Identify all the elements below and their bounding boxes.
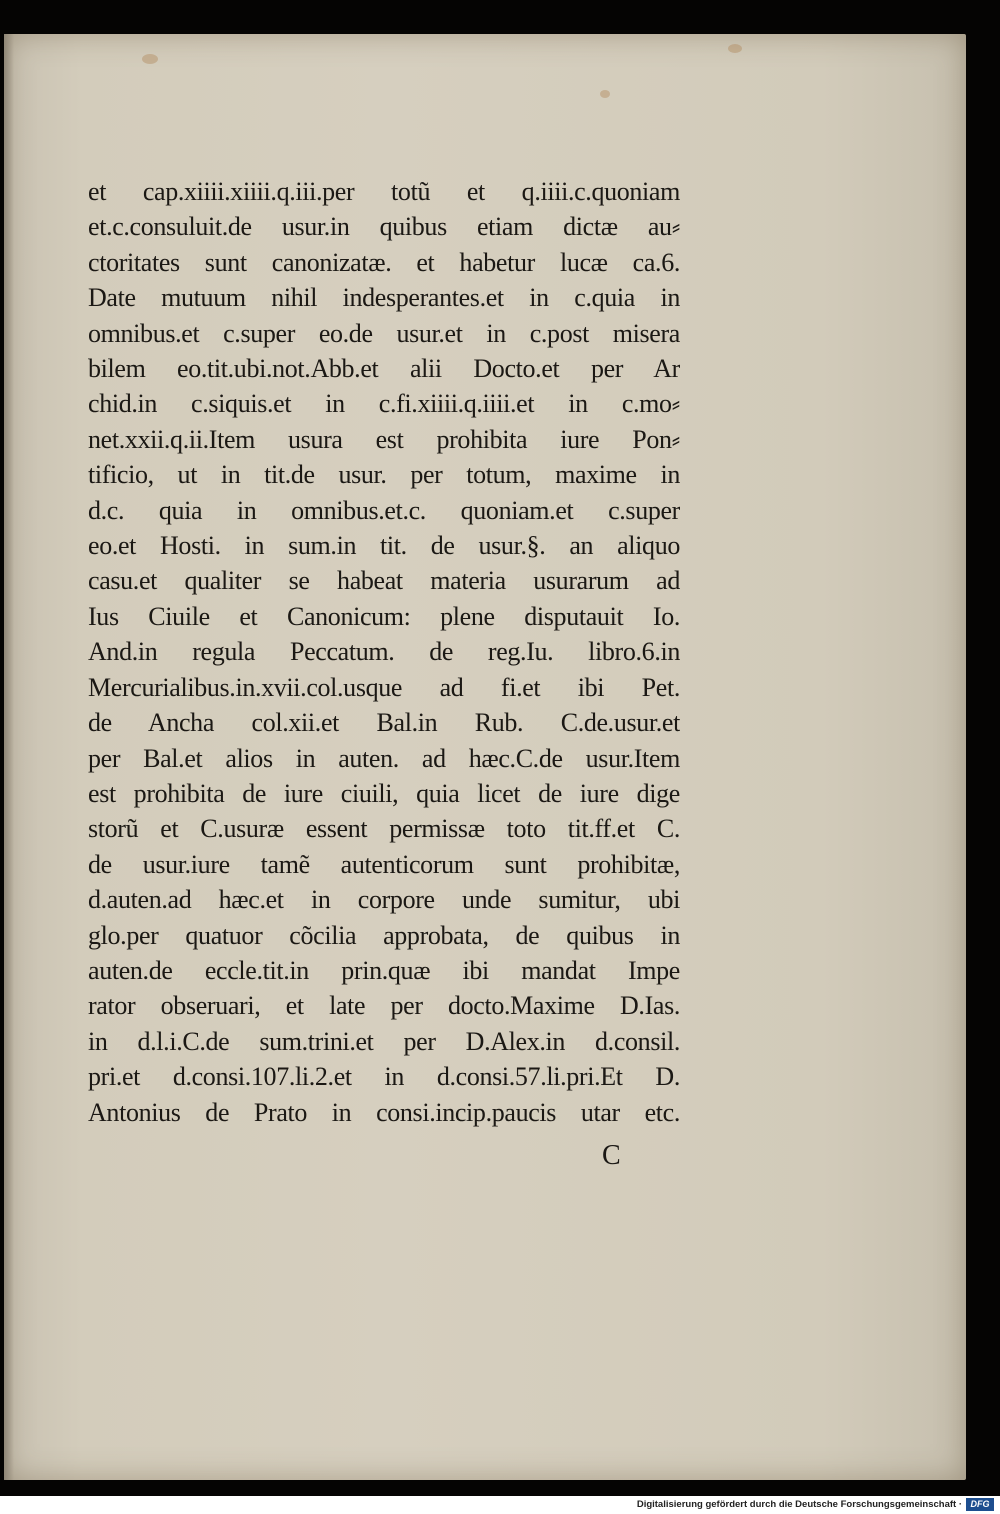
text-line: Date mutuum nihil indesperantes.et in c.quia in [88, 283, 680, 313]
text-line: And.in regula Peccatum. de reg.Iu. libro.6.in [88, 637, 680, 667]
paper-stain [728, 44, 742, 53]
text-line: Antonius de Prato in consi.incip.paucis utar etc. [88, 1097, 680, 1127]
text-line: rator obseruari, et late per docto.Maxime D.Ias. [88, 991, 680, 1021]
text-line: et cap.xiiii.xiiii.q.iii.per totũ et q.iiii.c.quoniam [88, 177, 680, 206]
paper-stain [600, 90, 610, 98]
text-line: pri.et d.consi.107.li.2.et in d.consi.57.li.pri.Et D. [88, 1062, 680, 1092]
text-line: in d.l.i.C.de sum.trini.et per D.Alex.in d.consil. [88, 1026, 680, 1056]
text-line: eo.et Hosti. in sum.in tit. de usur.§. an aliquo [88, 531, 680, 561]
dfg-logo: DFG [966, 1498, 994, 1511]
text-line: casu.et qualiter se habeat materia usurarum ad [88, 566, 680, 596]
text-line: d.auten.ad hæc.et in corpore unde sumitur, ubi [88, 885, 680, 915]
paper-stain [142, 54, 158, 64]
text-line: tificio, ut in tit.de usur. per totum, maxime in [88, 460, 680, 490]
text-line: de usur.iure tamẽ autenticorum sunt prohibitæ, [88, 849, 680, 879]
text-line: net.xxii.q.ii.Item usura est prohibita iure Pon⸗ [88, 424, 680, 454]
text-line: Ius Ciuile et Canonicum: plene disputauit Io. [88, 601, 680, 631]
text-line: storũ et C.usuræ essent permissæ toto tit.ff.et C. [88, 814, 680, 844]
text-line: auten.de eccle.tit.in prin.quæ ibi mandat Impe [88, 955, 680, 985]
text-line: chid.in c.siquis.et in c.fi.xiiii.q.iiii.et in c.mo⸗ [88, 389, 680, 419]
text-line: per Bal.et alios in auten. ad hæc.C.de usur.Item [88, 743, 680, 773]
text-line: d.c. quia in omnibus.et.c. quoniam.et c.super [88, 495, 680, 525]
book-page [4, 34, 966, 1480]
text-line: de Ancha col.xii.et Bal.in Rub. C.de.usur.et [88, 708, 680, 738]
text-line: est prohibita de iure ciuili, quia licet de iure dige [88, 778, 680, 808]
text-line: bilem eo.tit.ubi.not.Abb.et alii Docto.et per Ar [88, 354, 680, 384]
page-gutter-shadow [4, 34, 14, 1480]
body-text [88, 174, 688, 1130]
footer-credit: Digitalisierung gefördert durch die Deutsche Forschungsgemeinschaft · [636, 1499, 962, 1510]
text-line: omnibus.et c.super eo.de usur.et in c.post misera [88, 318, 680, 348]
text-line: glo.per quatuor cõcilia approbata, de quibus in [88, 920, 680, 950]
catchword: C [602, 1140, 621, 1171]
text-line: ctoritates sunt canonizatæ. et habetur lucæ ca.6. [88, 247, 680, 277]
text-line: et.c.consuluit.de usur.in quibus etiam dictæ au⸗ [88, 212, 680, 242]
text-line: Mercurialibus.in.xvii.col.usque ad fi.et ibi Pet. [88, 672, 680, 702]
